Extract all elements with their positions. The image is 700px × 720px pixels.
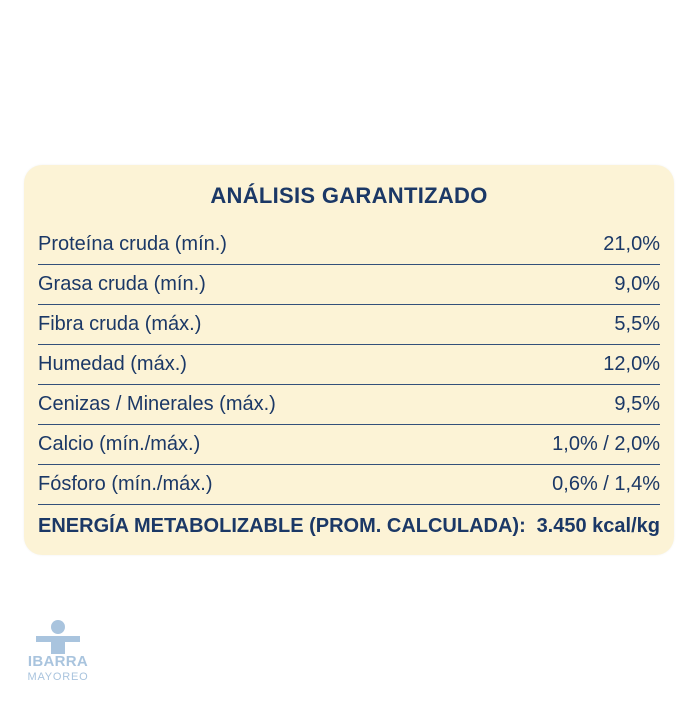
- row-value: 5,5%: [614, 313, 660, 335]
- row-label: Calcio (mín./máx.): [38, 433, 201, 455]
- table-row: [38, 265, 660, 305]
- total-row: [38, 505, 660, 547]
- table-row: [38, 345, 660, 385]
- table-row: [38, 465, 660, 505]
- ibarra-logo: [18, 620, 98, 690]
- row-value: 9,0%: [614, 273, 660, 295]
- row-value: 12,0%: [603, 353, 660, 375]
- table-row: [38, 225, 660, 265]
- total-value: 3.450 kcal/kg: [536, 514, 660, 537]
- row-value: 0,6% / 1,4%: [552, 473, 660, 495]
- logo-brand: IBARRA: [27, 653, 89, 670]
- panel-title: ANÁLISIS GARANTIZADO: [210, 183, 488, 208]
- row-label: Grasa cruda (mín.): [38, 273, 206, 295]
- row-value: 9,5%: [614, 393, 660, 415]
- row-label: Humedad (máx.): [38, 353, 187, 375]
- row-label: Fibra cruda (máx.): [38, 313, 202, 335]
- row-label: Proteína cruda (mín.): [38, 233, 227, 255]
- analysis-panel: [24, 165, 674, 555]
- row-label: Fósforo (mín./máx.): [38, 473, 213, 495]
- row-label: Cenizas / Minerales (máx.): [38, 393, 276, 415]
- total-label: ENERGÍA METABOLIZABLE (PROM. CALCULADA):: [38, 514, 526, 537]
- analysis-table: [38, 225, 660, 547]
- table-row: [38, 425, 660, 465]
- row-value: 21,0%: [603, 233, 660, 255]
- logo-sub: MAYOREO: [27, 671, 89, 683]
- table-row: [38, 305, 660, 345]
- table-row: [38, 385, 660, 425]
- person-icon: [18, 620, 98, 654]
- row-value: 1,0% / 2,0%: [552, 433, 660, 455]
